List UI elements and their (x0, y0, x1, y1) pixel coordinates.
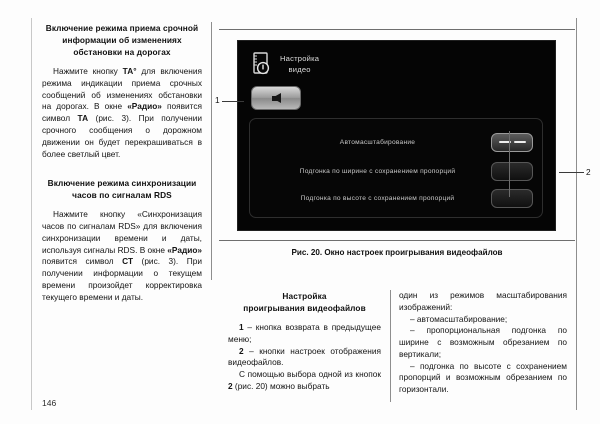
bottom-heading-line-2: проигрывания видеофайлов (243, 303, 366, 314)
text-frag: для включения режима индикации приема срочных сообщений об изменениях обстановки на дорогах. В окне (42, 66, 202, 112)
text-frag: Нажмите кнопку (53, 66, 123, 77)
text-frag: появится символ (42, 256, 123, 267)
window-name-radio: «Радио» (127, 101, 162, 112)
left-text-column (42, 22, 202, 304)
option-row-autoscale[interactable] (250, 129, 542, 155)
legend-number-1: 1 (239, 322, 244, 333)
option-label: Подгонка по ширине с сохранением пропорций (299, 167, 456, 175)
paragraph-scaling-continuation: один из режимов масштабирования изображений: (399, 290, 567, 312)
text-frag: появится символ (42, 101, 202, 124)
toggle-connector-line (509, 131, 510, 197)
legend-item-2 (228, 346, 381, 370)
text-frag: (рис. 3). При получении срочного сообщения о дорожном движении он будет перекрашиваться в более светлый цвет. (42, 113, 202, 159)
option-row-fit-height[interactable] (250, 185, 542, 211)
paragraph-scaling-intro (228, 369, 381, 393)
page-right-rule (576, 18, 577, 410)
option-toggle-fit-width[interactable] (491, 162, 533, 181)
column-divider-top (211, 22, 212, 280)
scaling-mode-item-2: – пропорциональная подгонка по ширине с возможным обрезанием по вертикали; (399, 325, 567, 359)
callout-leader-1 (222, 101, 244, 102)
option-toggle-fit-height[interactable] (491, 189, 533, 208)
page-left-rule (31, 18, 32, 410)
screen-title (280, 54, 319, 75)
callout-number-1: 1 (215, 95, 220, 105)
section-heading-rds-clock: Включение режима синхронизации часов по сигналам RDS (47, 178, 197, 201)
bottom-middle-column (228, 290, 381, 393)
device-screen (237, 40, 556, 231)
scaling-mode-item-1: – автомасштабирование; (410, 313, 508, 324)
video-settings-icon (252, 52, 271, 77)
symbol-ta: ТА (77, 113, 89, 124)
figure-bottom-rule (219, 240, 575, 241)
scaling-options-panel (249, 118, 543, 218)
text-frag: С помощью выбора одной из кнопок (239, 369, 381, 380)
page-number: 146 (42, 398, 57, 408)
bottom-heading (228, 290, 381, 314)
screen-title-line-1: Настройка (280, 54, 320, 64)
figure-video-settings (219, 33, 575, 236)
legend-number-2: 2 (239, 345, 244, 356)
screen-header (252, 52, 319, 77)
section-heading-traffic-alerts: Включение режима приема срочной информации об изменениях обстановки на дорогах (45, 23, 199, 58)
scaling-mode-item-3: – подгонка по высоте с сохранением пропорций и возможным обрезанием по горизонтали. (399, 360, 567, 395)
paragraph-rds-clock (42, 209, 202, 303)
figure-caption: Рис. 20. Окно настроек проигрывания видеофайлов (291, 248, 503, 257)
text-frag: – кнопки настроек отображения видеофайлов. (228, 345, 381, 368)
column-divider-bottom (390, 290, 391, 402)
window-name-radio-2: «Радио» (167, 244, 202, 255)
bottom-right-column (399, 290, 567, 396)
text-frag: (рис. 3). При получении информации о текущем времени произойдет корректировка текущего времени и даты. (42, 256, 202, 302)
legend-item-1 (228, 322, 381, 346)
text-frag: (рис. 20) можно выбрать (232, 380, 330, 391)
back-arrow-icon (272, 93, 281, 103)
back-button[interactable] (251, 86, 301, 110)
ref-button-2: 2 (228, 380, 233, 391)
text-frag: Нажмите кнопку «Синхронизация часов по сигналам RDS» для включения синхронизации времени и даты, используя сигналы RDS. В окне (42, 209, 202, 255)
option-row-fit-width[interactable] (250, 158, 542, 184)
screen-title-line-2: видео (288, 64, 311, 74)
toggle-dash-icon (514, 141, 526, 144)
paragraph-traffic-alerts (42, 66, 202, 160)
callout-leader-2 (559, 172, 584, 173)
symbol-ct: СТ (122, 256, 134, 267)
key-label-ta-star: ТА° (122, 66, 137, 77)
text-frag: – кнопка возврата в предыдущее меню; (228, 322, 381, 344)
option-toggle-autoscale[interactable] (491, 133, 533, 152)
callout-number-2: 2 (586, 167, 591, 177)
option-label: Подгонка по высоте с сохранением пропорций (300, 194, 455, 202)
figure-top-rule (219, 29, 575, 30)
option-label: Автомасштабирование (339, 138, 416, 146)
bottom-heading-line-1: Настройка (282, 291, 327, 301)
